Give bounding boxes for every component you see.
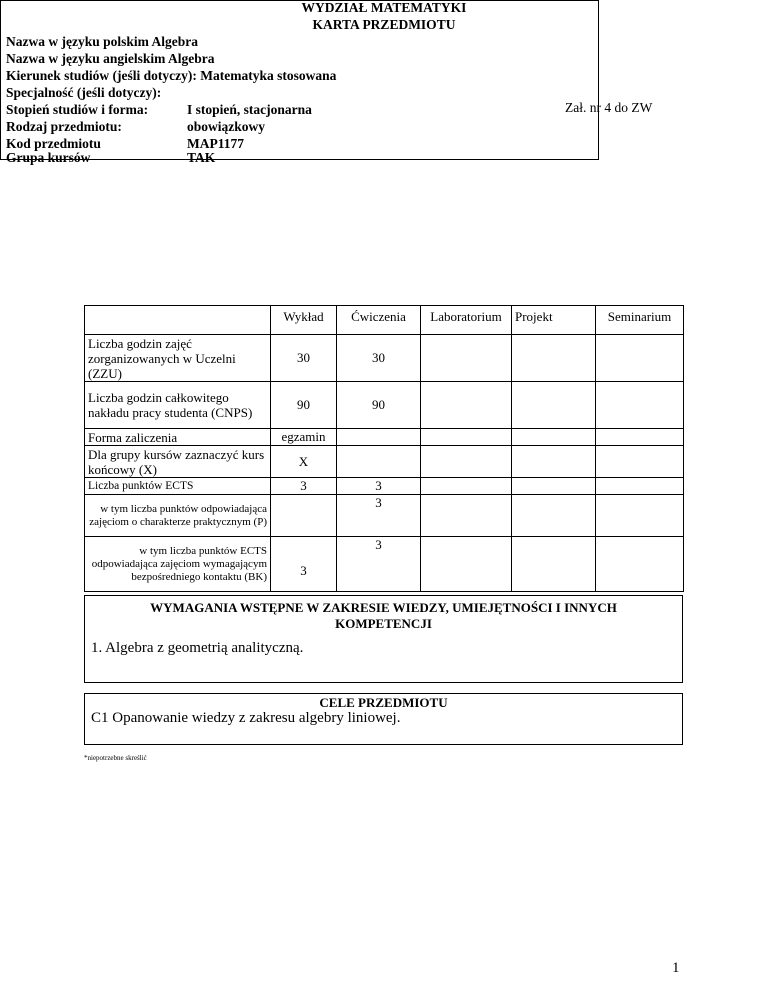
objective-item: C1 Opanowanie wiedzy z zakresu algebry liniowej. [91, 710, 401, 726]
table-row [85, 537, 684, 592]
table-cell [421, 478, 512, 495]
row-label: Liczba godzin zajęć zorganizowanych w Uczelni (ZZU) [85, 335, 271, 382]
page-number: 1 [672, 960, 680, 976]
table-cell [512, 446, 596, 478]
code-value: MAP1177 [187, 136, 244, 151]
row-label: Liczba godzin całkowitego nakładu pracy studenta (CNPS) [85, 382, 271, 429]
table-row [85, 495, 684, 537]
table-cell [512, 478, 596, 495]
table-cell [596, 382, 684, 429]
table-cell: X [271, 446, 337, 478]
objectives-title: CELE PRZEDMIOTU [319, 695, 448, 710]
column-header: Wykład [271, 306, 337, 335]
type-value: obowiązkowy [187, 119, 266, 134]
table-header-row [85, 306, 684, 335]
code-label: Kod przedmiotu [6, 136, 101, 151]
table-cell: 3 [337, 537, 421, 592]
table-cell [421, 537, 512, 592]
table-row [85, 382, 684, 429]
row-label: w tym liczba punktów odpowiadająca zajęciom o charakterze praktycznym (P) [85, 495, 271, 537]
table-row [85, 446, 684, 478]
table-cell [421, 446, 512, 478]
table-corner-cell [85, 306, 271, 335]
table-cell [421, 335, 512, 382]
type-label: Rodzaj przedmiotu: [6, 119, 122, 134]
table-cell [512, 495, 596, 537]
column-header: Projekt [512, 306, 596, 335]
table-row [85, 478, 684, 495]
table-cell: 3 [337, 495, 421, 537]
faculty-title: WYDZIAŁ MATEMATYKI [301, 0, 467, 15]
field-of-study: Kierunek studiów (jeśli dotyczy): Matematyka stosowana [6, 68, 337, 83]
group-label: Grupa kursów [6, 150, 91, 165]
table-cell [596, 335, 684, 382]
row-label: w tym liczba punktów ECTS odpowiadająca zajęciom wymagającym bezpośredniego kontaktu (BK) [85, 537, 271, 592]
table-cell [596, 495, 684, 537]
name-pl: Nazwa w języku polskim Algebra [6, 34, 198, 49]
table-cell: 30 [271, 335, 337, 382]
name-en: Nazwa w języku angielskim Algebra [6, 51, 215, 66]
prerequisites-box [84, 595, 683, 683]
level-value: I stopień, stacjonarna [187, 102, 312, 117]
table-cell: 3 [337, 478, 421, 495]
card-title: KARTA PRZEDMIOTU [312, 17, 456, 32]
table-cell: egzamin [271, 429, 337, 446]
hours-table [84, 305, 684, 592]
table-cell [337, 429, 421, 446]
group-value: TAK [187, 150, 216, 165]
table-cell: 3 [271, 537, 337, 592]
table-cell [337, 446, 421, 478]
annex-label: Zał. nr 4 do ZW [565, 100, 653, 115]
table-cell: 30 [337, 335, 421, 382]
footnote: *niepotrzebne skreślić [84, 754, 147, 762]
objectives-box [84, 693, 683, 745]
table-cell [512, 537, 596, 592]
table-cell: 90 [337, 382, 421, 429]
table-row [85, 335, 684, 382]
level-label: Stopień studiów i forma: [6, 102, 149, 117]
table-cell [596, 537, 684, 592]
row-label: Dla grupy kursów zaznaczyć kurs końcowy (X) [85, 446, 271, 478]
row-label: Forma zaliczenia [85, 429, 271, 446]
table-cell [596, 446, 684, 478]
table-cell [512, 335, 596, 382]
specialty: Specjalność (jeśli dotyczy): [6, 85, 162, 100]
column-header: Seminarium [596, 306, 684, 335]
table-cell [421, 382, 512, 429]
table-cell [421, 495, 512, 537]
column-header: Ćwiczenia [337, 306, 421, 335]
table-cell: 3 [271, 478, 337, 495]
table-cell [596, 429, 684, 446]
table-cell [512, 382, 596, 429]
table-cell [596, 478, 684, 495]
column-header: Laboratorium [421, 306, 512, 335]
table-cell: 90 [271, 382, 337, 429]
table-row [85, 429, 684, 446]
table-cell [421, 429, 512, 446]
row-label: Liczba punktów ECTS [85, 478, 271, 495]
prerequisites-title: WYMAGANIA WSTĘPNE W ZAKRESIE WIEDZY, UMIEJĘTNOŚCI I INNYCH KOMPETENCJI [150, 600, 617, 631]
prerequisite-item: 1. Algebra z geometrią analityczną. [91, 640, 304, 656]
table-cell [271, 495, 337, 537]
course-header-box [0, 0, 599, 165]
table-cell [512, 429, 596, 446]
